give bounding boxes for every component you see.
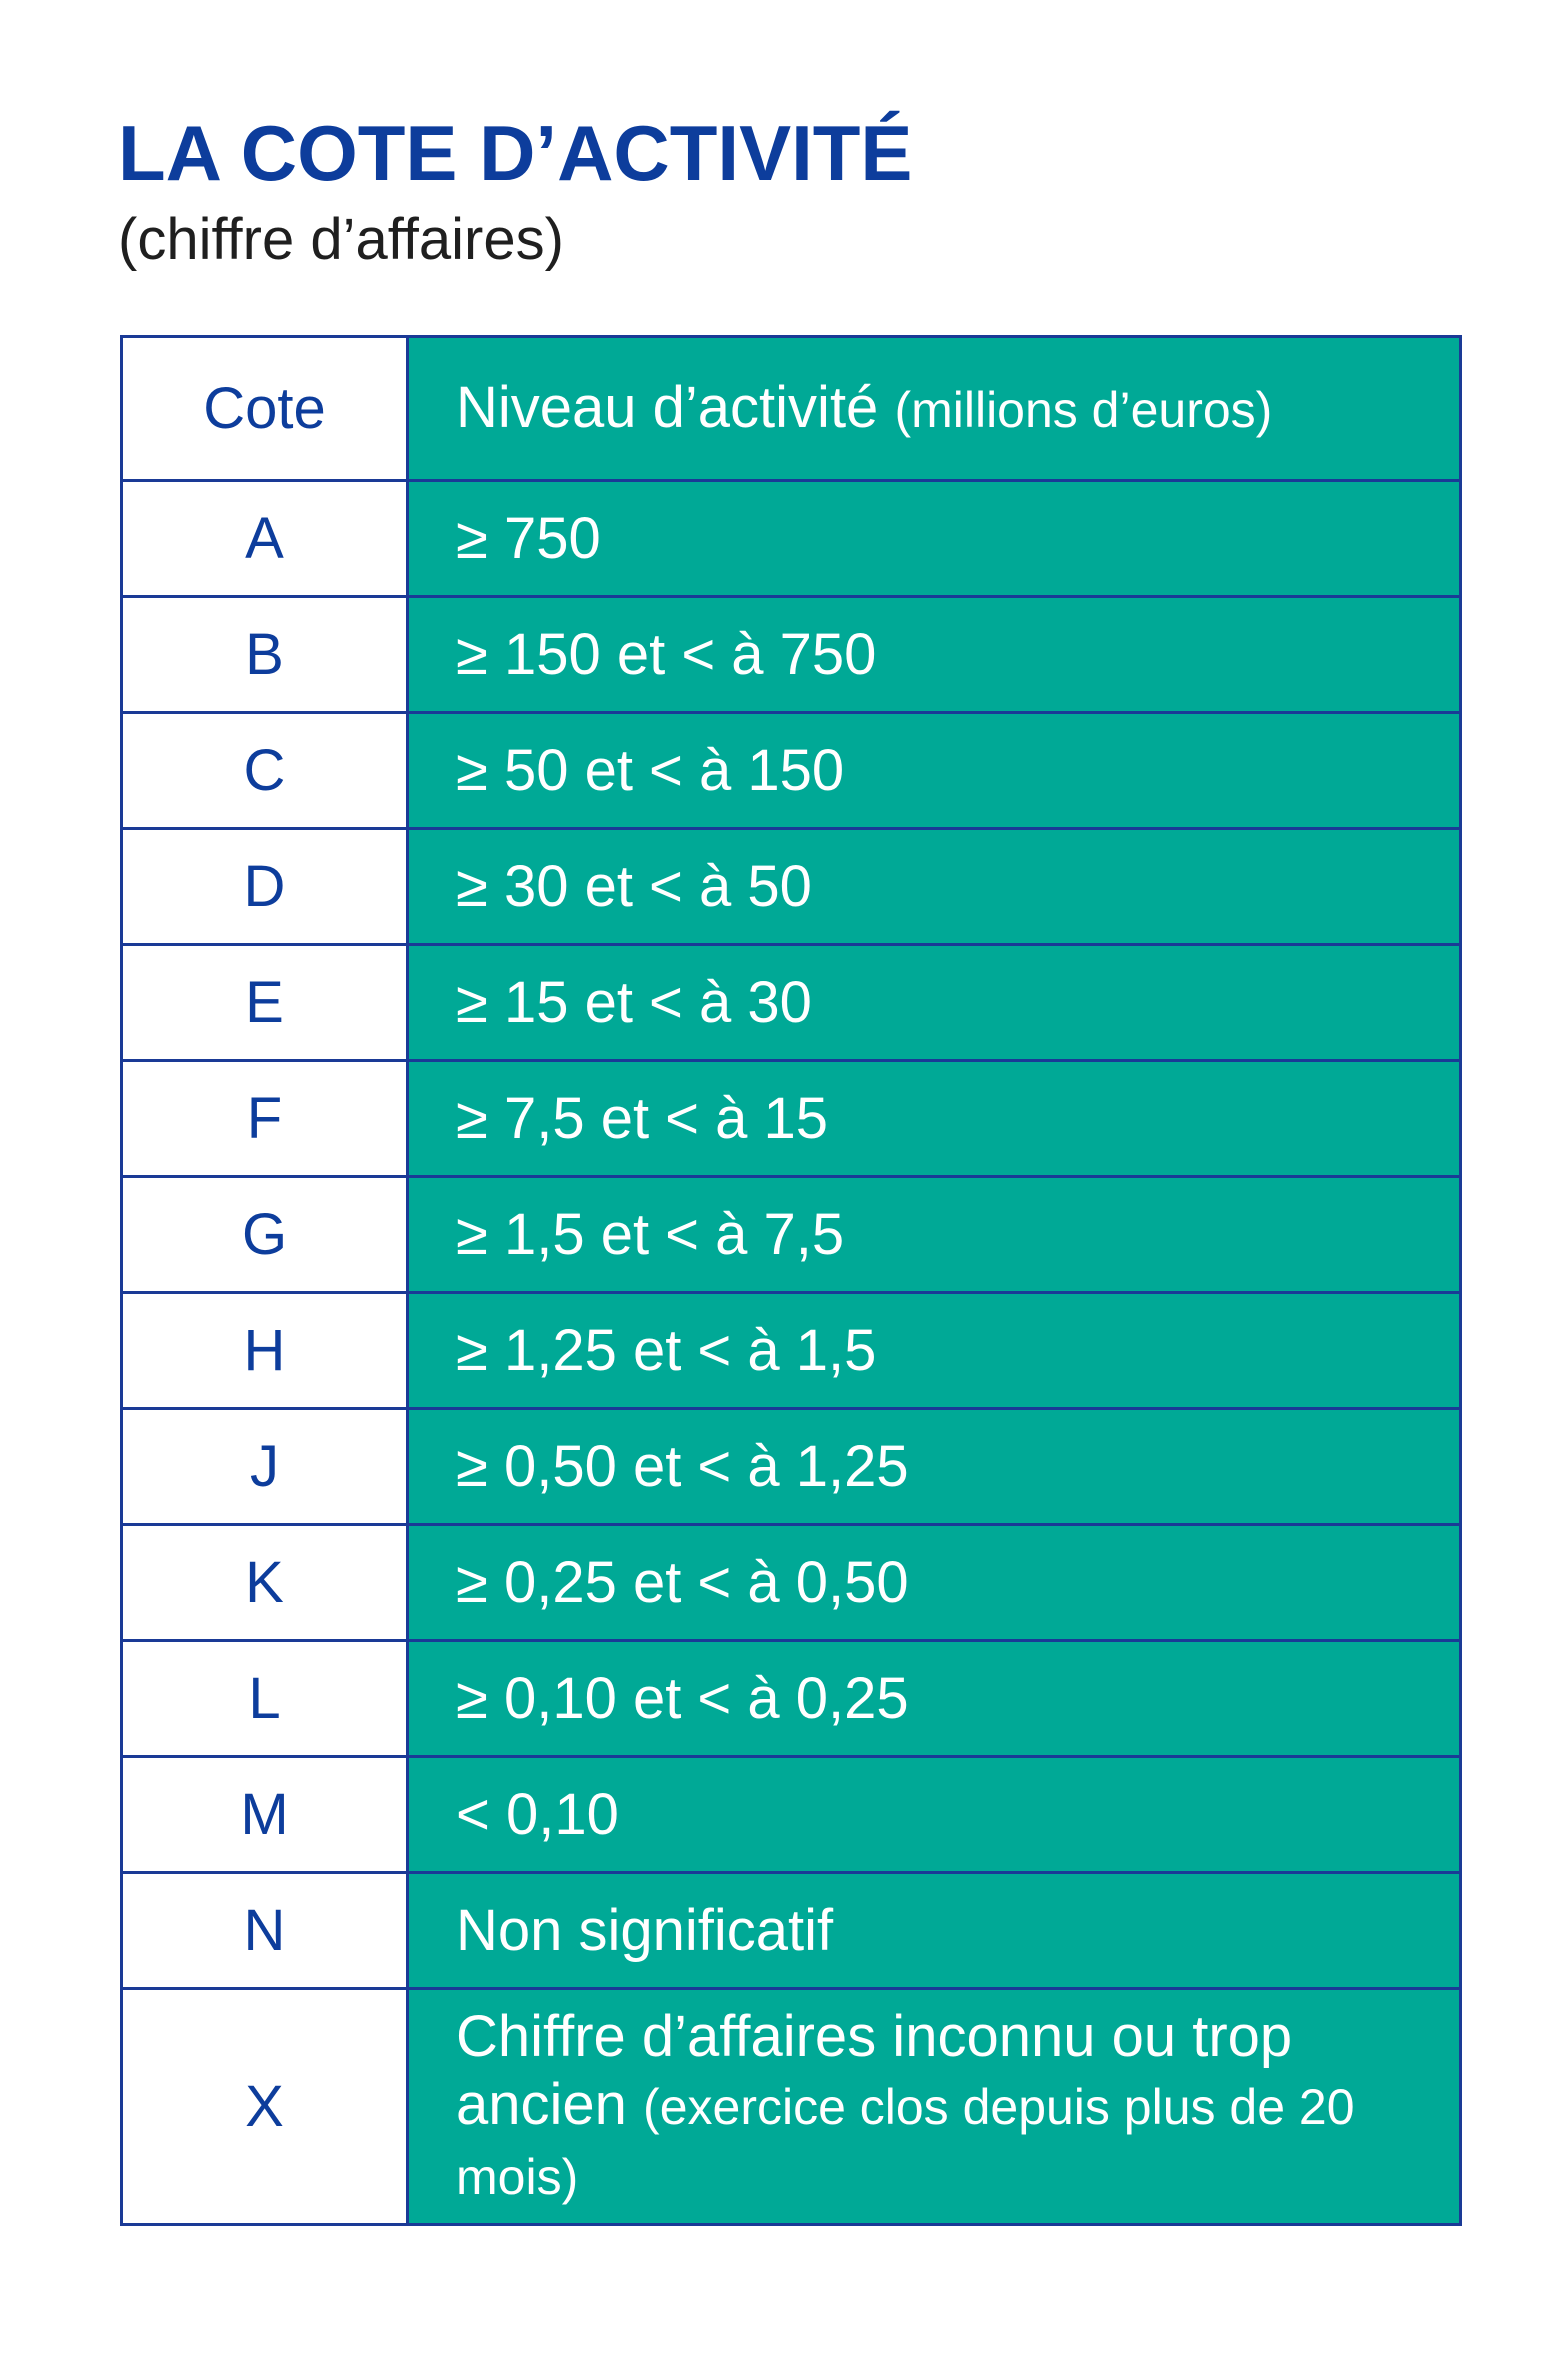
cote-cell: K	[122, 1525, 408, 1641]
table-header-row	[122, 337, 1461, 481]
cote-cell: G	[122, 1177, 408, 1293]
table-row	[122, 1525, 1461, 1641]
table-row	[122, 713, 1461, 829]
niveau-cell: ≥ 15 et < à 30	[408, 945, 1461, 1061]
table-row	[122, 481, 1461, 597]
niveau-cell: ≥ 7,5 et < à 15	[408, 1061, 1461, 1177]
cote-cell: A	[122, 481, 408, 597]
header-niveau-unit: (millions d’euros)	[894, 381, 1273, 438]
table-row	[122, 1293, 1461, 1409]
niveau-cell: ≥ 0,10 et < à 0,25	[408, 1641, 1461, 1757]
niveau-cell: ≥ 0,25 et < à 0,50	[408, 1525, 1461, 1641]
header-niveau	[408, 337, 1461, 481]
table-row	[122, 1409, 1461, 1525]
table-row	[122, 597, 1461, 713]
table-row	[122, 1061, 1461, 1177]
niveau-cell: ≥ 750	[408, 481, 1461, 597]
page-title: LA COTE D’ACTIVITÉ	[118, 109, 913, 197]
table-row	[122, 829, 1461, 945]
cote-cell: C	[122, 713, 408, 829]
niveau-note-text: (exercice clos depuis plus de 20 mois)	[456, 2078, 1355, 2205]
niveau-main-text: Chiffre d’affaires inconnu ou trop ancien	[456, 2003, 1293, 2137]
cote-cell: B	[122, 597, 408, 713]
niveau-cell: ≥ 1,5 et < à 7,5	[408, 1177, 1461, 1293]
niveau-cell: ≥ 0,50 et < à 1,25	[408, 1409, 1461, 1525]
niveau-cell: Non significatif	[408, 1873, 1461, 1989]
cote-cell: D	[122, 829, 408, 945]
cote-cell: E	[122, 945, 408, 1061]
niveau-cell: ≥ 30 et < à 50	[408, 829, 1461, 945]
table-row	[122, 1873, 1461, 1989]
niveau-cell: ≥ 150 et < à 750	[408, 597, 1461, 713]
cote-cell: L	[122, 1641, 408, 1757]
page-subtitle: (chiffre d’affaires)	[118, 207, 564, 272]
table-row	[122, 1757, 1461, 1873]
cote-cell: H	[122, 1293, 408, 1409]
cote-cell: X	[122, 1989, 408, 2225]
niveau-cell	[408, 1989, 1461, 2225]
activity-rating-table	[120, 335, 1462, 2226]
niveau-cell: < 0,10	[408, 1757, 1461, 1873]
table-row	[122, 1177, 1461, 1293]
header-niveau-label: Niveau d’activité	[456, 374, 879, 440]
table-row	[122, 1641, 1461, 1757]
table-row	[122, 945, 1461, 1061]
niveau-cell: ≥ 1,25 et < à 1,5	[408, 1293, 1461, 1409]
niveau-cell: ≥ 50 et < à 150	[408, 713, 1461, 829]
cote-cell: N	[122, 1873, 408, 1989]
table-row	[122, 1989, 1461, 2225]
header-cote: Cote	[122, 337, 408, 481]
cote-cell: J	[122, 1409, 408, 1525]
cote-cell: M	[122, 1757, 408, 1873]
cote-cell: F	[122, 1061, 408, 1177]
